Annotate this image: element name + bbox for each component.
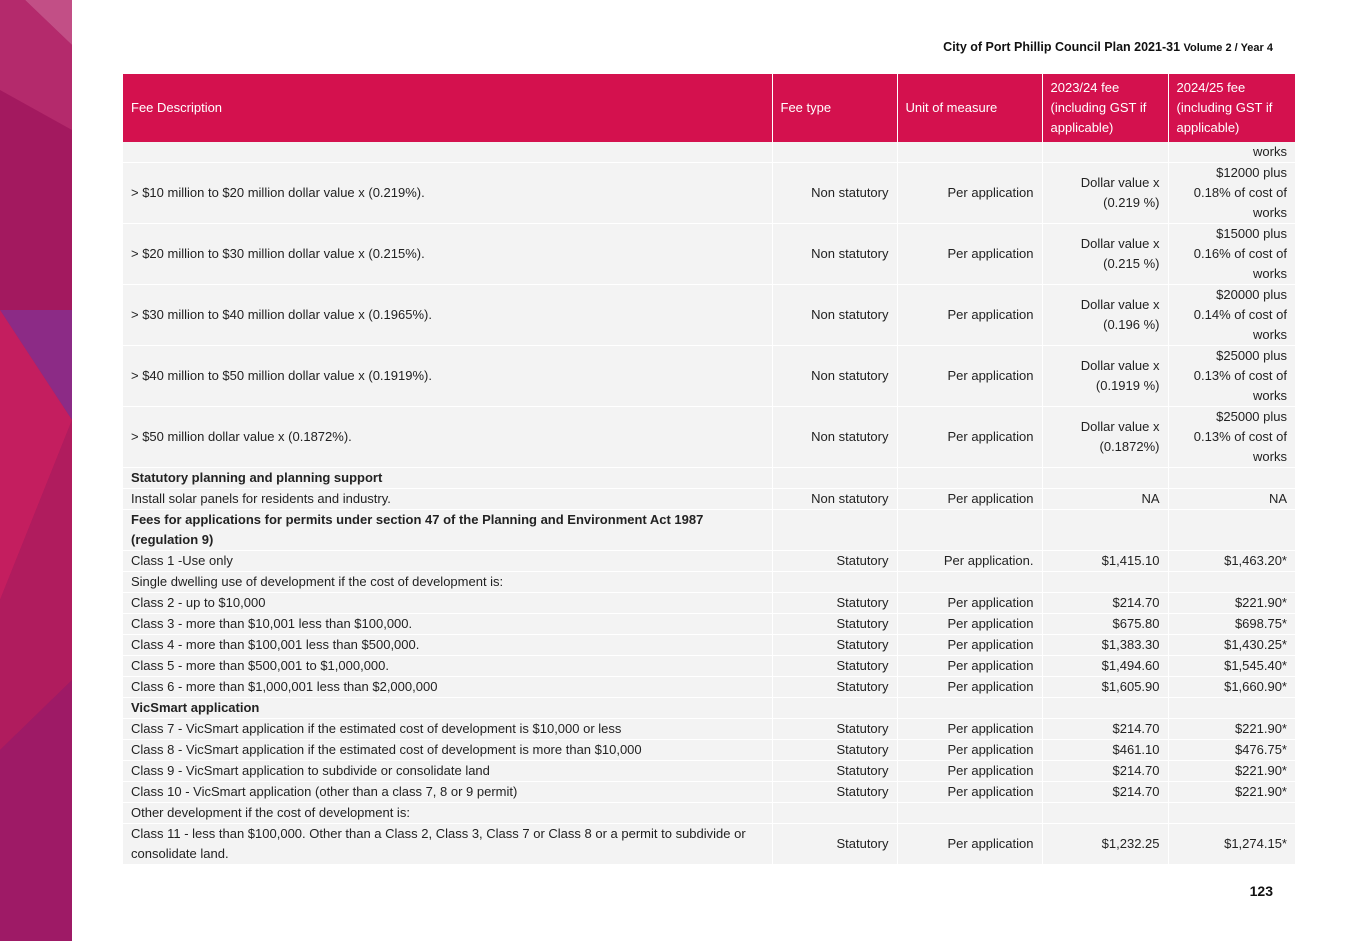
cell-fee-description: Statutory planning and planning support bbox=[123, 468, 772, 489]
cell-fee-2023-24 bbox=[1042, 803, 1168, 824]
cell-fee-type: Statutory bbox=[772, 782, 897, 803]
document-title: City of Port Phillip Council Plan 2021-31 bbox=[943, 40, 1181, 54]
cell-fee-2024-25: $476.75* bbox=[1168, 740, 1295, 761]
cell-unit-of-measure: Per application bbox=[897, 677, 1042, 698]
cell-fee-2023-24: NA bbox=[1042, 489, 1168, 510]
cell-fee-2024-25: $12000 plus 0.18% of cost of works bbox=[1168, 163, 1295, 224]
cell-fee-2023-24: $1,383.30 bbox=[1042, 635, 1168, 656]
cell-fee-type: Non statutory bbox=[772, 489, 897, 510]
cell-unit-of-measure: Per application bbox=[897, 346, 1042, 407]
cell-fee-type bbox=[772, 468, 897, 489]
cell-unit-of-measure: Per application bbox=[897, 489, 1042, 510]
cell-fee-type: Statutory bbox=[772, 614, 897, 635]
cell-fee-description: Class 8 - VicSmart application if the estimated cost of development is more than $10,000 bbox=[123, 740, 772, 761]
cell-fee-2024-25: $698.75* bbox=[1168, 614, 1295, 635]
section-heading-row bbox=[123, 468, 1295, 489]
cell-fee-2023-24: $1,494.60 bbox=[1042, 656, 1168, 677]
col-header-unit-of-measure: Unit of measure bbox=[897, 74, 1042, 142]
col-header-fee-type: Fee type bbox=[772, 74, 897, 142]
cell-fee-description: > $30 million to $40 million dollar value x (0.1965%). bbox=[123, 285, 772, 346]
cell-fee-description: Other development if the cost of development is: bbox=[123, 803, 772, 824]
cell-fee-type: Statutory bbox=[772, 719, 897, 740]
cell-fee-2023-24: $461.10 bbox=[1042, 740, 1168, 761]
cell-fee-description: > $50 million dollar value x (0.1872%). bbox=[123, 407, 772, 468]
cell-fee-description: Class 2 - up to $10,000 bbox=[123, 593, 772, 614]
cell-fee-2024-25: $15000 plus 0.16% of cost of works bbox=[1168, 224, 1295, 285]
decorative-side-band bbox=[0, 0, 72, 941]
cell-unit-of-measure: Per application bbox=[897, 719, 1042, 740]
section-heading-row bbox=[123, 698, 1295, 719]
cell-fee-2024-25: $25000 plus 0.13% of cost of works bbox=[1168, 407, 1295, 468]
cell-fee-2023-24: $214.70 bbox=[1042, 761, 1168, 782]
cell-fee-type bbox=[772, 698, 897, 719]
cell-unit-of-measure: Per application bbox=[897, 761, 1042, 782]
document-header bbox=[943, 40, 1273, 54]
cell-fee-type: Non statutory bbox=[772, 346, 897, 407]
cell-fee-2024-25: $1,430.25* bbox=[1168, 635, 1295, 656]
cell-fee-description: Class 7 - VicSmart application if the estimated cost of development is $10,000 or less bbox=[123, 719, 772, 740]
col-header-fee-2023-24: 2023/24 fee (including GST if applicable) bbox=[1042, 74, 1168, 142]
cell-fee-type: Statutory bbox=[772, 677, 897, 698]
cell-fee-2024-25: NA bbox=[1168, 489, 1295, 510]
cell-fee-description: Class 9 - VicSmart application to subdivide or consolidate land bbox=[123, 761, 772, 782]
cell-fee-2024-25: $221.90* bbox=[1168, 782, 1295, 803]
cell-unit-of-measure: Per application bbox=[897, 224, 1042, 285]
cell-fee-type: Non statutory bbox=[772, 224, 897, 285]
cell-fee-2023-24: Dollar value x (0.219 %) bbox=[1042, 163, 1168, 224]
cell-fee-description: Class 11 - less than $100,000. Other than a Class 2, Class 3, Class 7 or Class 8 or a permit to subdivide or consolidate land. bbox=[123, 824, 772, 865]
cell-unit-of-measure: Per application bbox=[897, 824, 1042, 865]
table-row bbox=[123, 614, 1295, 635]
table-row bbox=[123, 142, 1295, 163]
table-row bbox=[123, 572, 1295, 593]
cell-unit-of-measure: Per application. bbox=[897, 551, 1042, 572]
cell-fee-2023-24: $675.80 bbox=[1042, 614, 1168, 635]
cell-unit-of-measure bbox=[897, 468, 1042, 489]
cell-unit-of-measure: Per application bbox=[897, 163, 1042, 224]
cell-fee-2024-25: $20000 plus 0.14% of cost of works bbox=[1168, 285, 1295, 346]
cell-fee-2023-24: $214.70 bbox=[1042, 593, 1168, 614]
cell-fee-2024-25: $1,545.40* bbox=[1168, 656, 1295, 677]
cell-unit-of-measure bbox=[897, 572, 1042, 593]
table-row bbox=[123, 407, 1295, 468]
cell-fee-type: Statutory bbox=[772, 593, 897, 614]
cell-fee-2023-24: Dollar value x (0.1872%) bbox=[1042, 407, 1168, 468]
cell-fee-description: Class 10 - VicSmart application (other than a class 7, 8 or 9 permit) bbox=[123, 782, 772, 803]
cell-fee-type bbox=[772, 572, 897, 593]
cell-fee-2023-24 bbox=[1042, 510, 1168, 551]
cell-fee-2024-25: $221.90* bbox=[1168, 593, 1295, 614]
cell-fee-description: Install solar panels for residents and industry. bbox=[123, 489, 772, 510]
cell-fee-description: > $10 million to $20 million dollar value x (0.219%). bbox=[123, 163, 772, 224]
cell-fee-type bbox=[772, 510, 897, 551]
table-row bbox=[123, 740, 1295, 761]
cell-unit-of-measure: Per application bbox=[897, 614, 1042, 635]
table-row bbox=[123, 656, 1295, 677]
cell-unit-of-measure: Per application bbox=[897, 407, 1042, 468]
cell-fee-2024-25: $1,660.90* bbox=[1168, 677, 1295, 698]
cell-fee-2024-25: $25000 plus 0.13% of cost of works bbox=[1168, 346, 1295, 407]
table-row bbox=[123, 346, 1295, 407]
table-row bbox=[123, 719, 1295, 740]
cell-unit-of-measure bbox=[897, 142, 1042, 163]
cell-fee-description: Class 3 - more than $10,001 less than $100,000. bbox=[123, 614, 772, 635]
cell-fee-type: Non statutory bbox=[772, 285, 897, 346]
cell-fee-2023-24: Dollar value x (0.1919 %) bbox=[1042, 346, 1168, 407]
col-header-fee-description: Fee Description bbox=[123, 74, 772, 142]
cell-fee-2024-25: works bbox=[1168, 142, 1295, 163]
table-row bbox=[123, 285, 1295, 346]
table-row bbox=[123, 635, 1295, 656]
cell-fee-type: Non statutory bbox=[772, 163, 897, 224]
cell-unit-of-measure: Per application bbox=[897, 593, 1042, 614]
cell-fee-2023-24: $214.70 bbox=[1042, 782, 1168, 803]
cell-fee-type: Statutory bbox=[772, 761, 897, 782]
cell-fee-2024-25: $1,274.15* bbox=[1168, 824, 1295, 865]
cell-unit-of-measure: Per application bbox=[897, 656, 1042, 677]
cell-fee-description: Class 4 - more than $100,001 less than $500,000. bbox=[123, 635, 772, 656]
table-row bbox=[123, 593, 1295, 614]
col-header-fee-2024-25: 2024/25 fee (including GST if applicable) bbox=[1168, 74, 1295, 142]
document-volume: Volume 2 / Year 4 bbox=[1183, 42, 1273, 54]
page-number: 123 bbox=[1249, 883, 1273, 899]
cell-unit-of-measure bbox=[897, 803, 1042, 824]
cell-fee-type: Statutory bbox=[772, 824, 897, 865]
cell-fee-2023-24 bbox=[1042, 698, 1168, 719]
cell-fee-2023-24: $1,415.10 bbox=[1042, 551, 1168, 572]
table-header-row bbox=[123, 74, 1295, 142]
cell-fee-description: Single dwelling use of development if the cost of development is: bbox=[123, 572, 772, 593]
cell-fee-2024-25: $1,463.20* bbox=[1168, 551, 1295, 572]
cell-fee-2023-24 bbox=[1042, 142, 1168, 163]
table-row bbox=[123, 489, 1295, 510]
cell-unit-of-measure bbox=[897, 698, 1042, 719]
cell-fee-2024-25: $221.90* bbox=[1168, 761, 1295, 782]
table-row bbox=[123, 761, 1295, 782]
cell-fee-2023-24: $1,232.25 bbox=[1042, 824, 1168, 865]
cell-fee-description: Class 5 - more than $500,001 to $1,000,000. bbox=[123, 656, 772, 677]
table-row bbox=[123, 224, 1295, 285]
cell-fee-type bbox=[772, 803, 897, 824]
cell-fee-description: > $20 million to $30 million dollar value x (0.215%). bbox=[123, 224, 772, 285]
cell-fee-2023-24 bbox=[1042, 468, 1168, 489]
cell-fee-2024-25 bbox=[1168, 510, 1295, 551]
table-row bbox=[123, 803, 1295, 824]
cell-fee-description: VicSmart application bbox=[123, 698, 772, 719]
cell-unit-of-measure: Per application bbox=[897, 740, 1042, 761]
table-row bbox=[123, 677, 1295, 698]
table-row bbox=[123, 163, 1295, 224]
cell-fee-type: Statutory bbox=[772, 635, 897, 656]
section-heading-row bbox=[123, 510, 1295, 551]
cell-fee-2024-25: $221.90* bbox=[1168, 719, 1295, 740]
cell-fee-type: Non statutory bbox=[772, 407, 897, 468]
cell-unit-of-measure: Per application bbox=[897, 782, 1042, 803]
cell-fee-type: Statutory bbox=[772, 656, 897, 677]
cell-fee-description bbox=[123, 142, 772, 163]
cell-fee-2023-24: Dollar value x (0.215 %) bbox=[1042, 224, 1168, 285]
cell-fee-2023-24 bbox=[1042, 572, 1168, 593]
cell-unit-of-measure: Per application bbox=[897, 285, 1042, 346]
cell-fee-description: > $40 million to $50 million dollar value x (0.1919%). bbox=[123, 346, 772, 407]
cell-fee-2023-24: $1,605.90 bbox=[1042, 677, 1168, 698]
cell-fee-description: Class 6 - more than $1,000,001 less than $2,000,000 bbox=[123, 677, 772, 698]
fee-table-body bbox=[123, 142, 1295, 865]
cell-fee-2023-24: $214.70 bbox=[1042, 719, 1168, 740]
cell-fee-type: Statutory bbox=[772, 551, 897, 572]
cell-fee-2024-25 bbox=[1168, 698, 1295, 719]
cell-fee-2024-25 bbox=[1168, 468, 1295, 489]
cell-fee-2024-25 bbox=[1168, 803, 1295, 824]
table-row bbox=[123, 551, 1295, 572]
cell-fee-2024-25 bbox=[1168, 572, 1295, 593]
cell-fee-description: Fees for applications for permits under section 47 of the Planning and Environment Act 1987 (regulation 9) bbox=[123, 510, 772, 551]
cell-fee-description: Class 1 -Use only bbox=[123, 551, 772, 572]
cell-fee-type bbox=[772, 142, 897, 163]
cell-fee-2023-24: Dollar value x (0.196 %) bbox=[1042, 285, 1168, 346]
cell-unit-of-measure bbox=[897, 510, 1042, 551]
table-row bbox=[123, 824, 1295, 865]
fee-table bbox=[123, 74, 1295, 865]
cell-unit-of-measure: Per application bbox=[897, 635, 1042, 656]
table-row bbox=[123, 782, 1295, 803]
cell-fee-type: Statutory bbox=[772, 740, 897, 761]
